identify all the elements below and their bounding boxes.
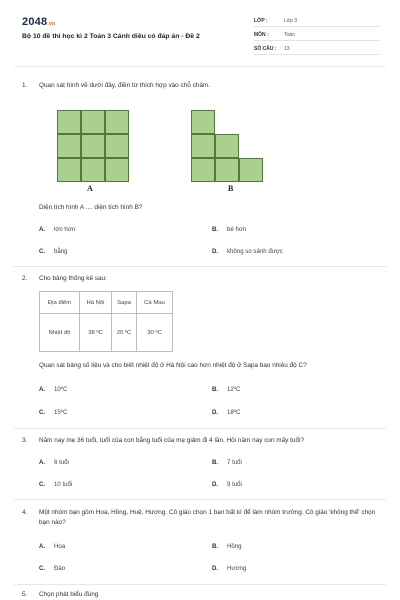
- meta-subject-row: [254, 28, 380, 41]
- option-text: Đào: [54, 565, 66, 572]
- figure-a-square: [105, 134, 129, 158]
- meta-count-label: SỐ CÂU :: [254, 45, 277, 52]
- question-number: 4.: [22, 509, 28, 516]
- figure-b-label: B: [228, 184, 234, 193]
- q1-option-a[interactable]: [39, 226, 75, 233]
- option-letter: A.: [39, 543, 46, 550]
- q1-option-b[interactable]: [212, 226, 246, 233]
- q2-option-d[interactable]: [212, 409, 240, 416]
- figure-a-square: [105, 110, 129, 134]
- question-number: 5.: [22, 591, 28, 598]
- table-row: [40, 314, 173, 352]
- table-cell: 38 ºC: [80, 314, 112, 352]
- option-letter: C.: [39, 481, 46, 488]
- option-letter: C.: [39, 565, 46, 572]
- figure-a-square: [81, 134, 105, 158]
- page-header: [0, 0, 400, 72]
- option-text: 18ºC: [227, 409, 241, 416]
- table-cell: Địa điểm: [40, 292, 80, 314]
- option-letter: A.: [39, 226, 46, 233]
- header-divider: [14, 66, 386, 67]
- figure-a-square: [57, 134, 81, 158]
- figure-a-square: [57, 158, 81, 182]
- table-cell: 30 ºC: [137, 314, 173, 352]
- q2-option-a[interactable]: [39, 386, 67, 393]
- q3-option-a[interactable]: [39, 459, 69, 466]
- document-title: Bộ 10 đề thi học kì 2 Toán 3 Cánh diều có đáp án - Đề 2: [22, 33, 200, 40]
- option-text: lớn hơn: [54, 226, 76, 233]
- option-text: 12ºC: [227, 386, 241, 393]
- q1-option-d[interactable]: [212, 248, 283, 255]
- figure-b-square: [239, 158, 263, 182]
- option-text: 15ºC: [54, 409, 68, 416]
- question-number: 2.: [22, 275, 28, 282]
- option-text: không so sánh được: [227, 248, 283, 255]
- figure-b-square: [191, 158, 215, 182]
- option-letter: D.: [212, 481, 219, 488]
- q3-option-c[interactable]: [39, 481, 72, 488]
- option-letter: D.: [212, 248, 219, 255]
- option-letter: A.: [39, 386, 46, 393]
- option-letter: C.: [39, 409, 46, 416]
- temperature-table: [39, 291, 173, 352]
- question-text: Chọn phát biểu đúng: [39, 591, 99, 598]
- figure-a-label: A: [87, 184, 93, 193]
- q2-option-c[interactable]: [39, 409, 67, 416]
- question-text: Cho bảng thống kê sau:: [39, 275, 107, 282]
- table-header-row: [40, 292, 173, 314]
- question-number: 1.: [22, 82, 28, 89]
- figure-a-square: [81, 158, 105, 182]
- figure-a-square: [81, 110, 105, 134]
- meta-count-value: 13: [284, 45, 290, 52]
- option-text: 9 tuổi: [227, 481, 242, 488]
- question-1-subtext: Diện tích hình A .... diện tích hình B?: [39, 204, 143, 211]
- figure-b-square: [191, 134, 215, 158]
- question-divider: [14, 428, 386, 429]
- figure-b-square: [215, 134, 239, 158]
- q1-option-c[interactable]: [39, 248, 68, 255]
- figure-b-square: [191, 110, 215, 134]
- table-cell: Cà Mau: [137, 292, 173, 314]
- figure-b-square: [215, 158, 239, 182]
- question-divider: [14, 584, 386, 585]
- question-divider: [14, 266, 386, 267]
- q3-option-d[interactable]: [212, 481, 242, 488]
- table-cell: 20 ºC: [112, 314, 137, 352]
- site-logo[interactable]: [22, 16, 55, 28]
- logo-main: 2048: [22, 16, 48, 28]
- q4-option-b[interactable]: [212, 543, 242, 550]
- table-cell: Hà Nội: [80, 292, 112, 314]
- option-text: 10 tuổi: [54, 481, 73, 488]
- option-letter: B.: [212, 226, 219, 233]
- meta-subject-value: Toán: [284, 31, 295, 38]
- meta-class-value: Lớp 3: [284, 17, 298, 24]
- question-text: Quan sát hình vẽ dưới đây, điền từ thích hợp vào chỗ chấm.: [39, 82, 210, 89]
- table-cell: Nhiệt độ: [40, 314, 80, 352]
- document-meta: [254, 14, 380, 56]
- option-text: 7 tuổi: [227, 459, 242, 466]
- figure-a-square: [105, 158, 129, 182]
- option-text: bằng: [54, 248, 68, 255]
- table-cell: Sapa: [112, 292, 137, 314]
- option-letter: B.: [212, 459, 219, 466]
- option-text: Hồng: [227, 543, 242, 550]
- logo-sub: .vn: [47, 21, 56, 27]
- meta-subject-label: MÔN :: [254, 31, 269, 38]
- option-letter: C.: [39, 248, 46, 255]
- question-divider: [14, 499, 386, 500]
- meta-count-row: [254, 42, 380, 55]
- option-text: Hoa: [54, 543, 66, 550]
- option-text: bé hơn: [227, 226, 247, 233]
- option-letter: A.: [39, 459, 46, 466]
- q2-option-b[interactable]: [212, 386, 240, 393]
- question-text: Một nhóm bạn gồm Hoa, Hồng, Huệ, Hương. Cô giáo chọn 1 bạn bất kì để làm nhóm trưởng. Cô giáo 'không thể' chọn bạn nào?: [39, 509, 376, 526]
- option-letter: D.: [212, 565, 219, 572]
- option-letter: B.: [212, 543, 219, 550]
- question-2-subtext: Quan sát bảng số liệu và cho biết nhiệt độ ở Hà Nội cao hơn nhiệt độ ở Sapa bao nhiêu độ C?: [39, 362, 307, 369]
- q4-option-d[interactable]: [212, 565, 246, 572]
- meta-class-label: LỚP :: [254, 17, 268, 24]
- option-letter: B.: [212, 386, 219, 393]
- option-text: 6 tuổi: [54, 459, 69, 466]
- question-text: Năm nay mẹ 36 tuổi, tuổi của con bằng tuổi của mẹ giảm đi 4 lần. Hỏi năm nay con mấy tuổi?: [39, 437, 305, 444]
- option-letter: D.: [212, 409, 219, 416]
- option-text: Hương: [227, 565, 247, 572]
- q4-option-c[interactable]: [39, 565, 65, 572]
- option-text: 10ºC: [54, 386, 68, 393]
- q4-option-a[interactable]: [39, 543, 65, 550]
- q3-option-b[interactable]: [212, 459, 242, 466]
- figure-a-square: [57, 110, 81, 134]
- meta-class-row: [254, 14, 380, 27]
- question-number: 3.: [22, 437, 28, 444]
